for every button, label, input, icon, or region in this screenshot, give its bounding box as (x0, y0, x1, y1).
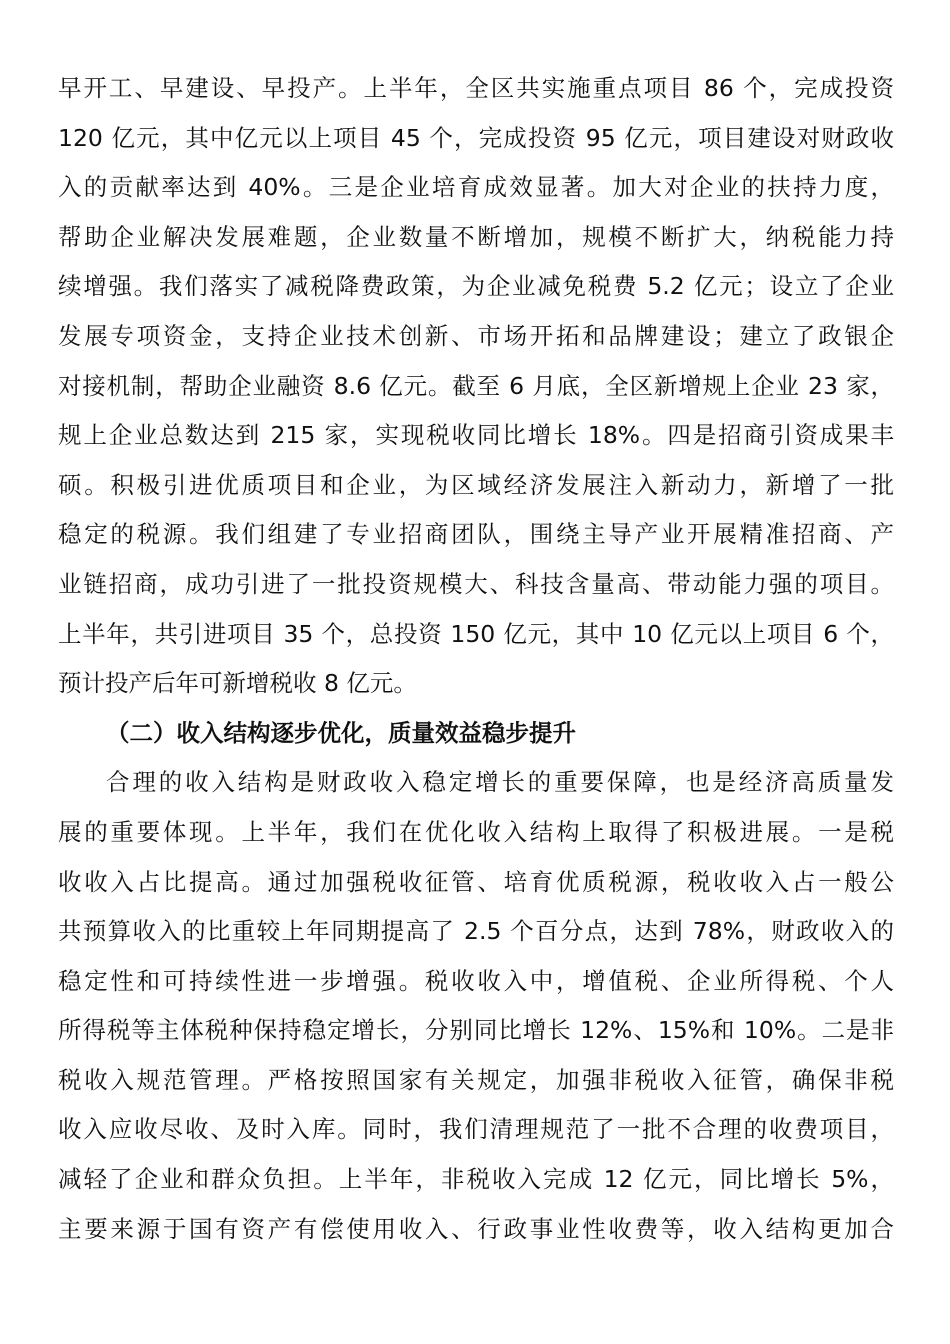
text-line: 早开工、早建设、早投产。上半年，全区共实施重点项目 86 个，完成投资 (58, 74, 894, 102)
section-heading: （二）收入结构逐步优化，质量效益稳步提升 (106, 718, 576, 747)
text-line: 收收入占比提高。通过加强税收征管、培育优质税源，税收收入占一般公 (58, 867, 894, 896)
paragraph-1 (58, 64, 894, 709)
text-line: 合理的收入结构是财政收入稳定增长的重要保障，也是经济高质量发 (106, 768, 894, 797)
text-line: 帮助企业解决发展难题，企业数量不断增加，规模不断扩大，纳税能力持 (58, 222, 894, 251)
text-line: 硕。积极引进优质项目和企业，为区域经济发展注入新动力，新增了一批 (58, 470, 894, 499)
text-line: 上半年，共引进项目 35 个，总投资 150 亿元，其中 10 亿元以上项目 6 个， (58, 619, 894, 648)
text-line: 入的贡献率达到 40%。三是企业培育成效显著。加大对企业的扶持力度， (58, 173, 894, 202)
text-line: 120 亿元，其中亿元以上项目 45 个，完成投资 95 亿元，项目建设对财政收 (58, 123, 894, 152)
paragraph-2 (58, 758, 894, 1254)
document-page (58, 64, 894, 1254)
text-line: 业链招商，成功引进了一批投资规模大、科技含量高、带动能力强的项目。 (58, 569, 894, 598)
text-line: 展的重要体现。上半年，我们在优化收入结构上取得了积极进展。一是税 (58, 817, 894, 846)
text-line: 预计投产后年可新增税收 8 亿元。 (58, 669, 417, 698)
text-line: 发展专项资金，支持企业技术创新、市场开拓和品牌建设；建立了政银企 (58, 321, 894, 350)
text-line: 规上企业总数达到 215 家，实现税收同比增长 18%。四是招商引资成果丰 (58, 421, 894, 450)
text-line: 稳定性和可持续性进一步增强。税收收入中，增值税、企业所得税、个人 (58, 966, 894, 995)
text-line: 共预算收入的比重较上年同期提高了 2.5 个百分点，达到 78%，财政收入的 (58, 917, 894, 946)
text-line: 稳定的税源。我们组建了专业招商团队，围绕主导产业开展精准招商、产 (58, 520, 894, 549)
text-line: 对接机制，帮助企业融资 8.6 亿元。截至 6 月底，全区新增规上企业 23 家， (58, 371, 894, 400)
text-line: 所得税等主体税种保持稳定增长，分别同比增长 12%、15%和 10%。二是非 (58, 1016, 894, 1045)
text-line: 减轻了企业和群众负担。上半年，非税收入完成 12 亿元，同比增长 5%， (58, 1165, 894, 1194)
text-line: 主要来源于国有资产有偿使用收入、行政事业性收费等，收入结构更加合 (58, 1214, 894, 1243)
text-line: 续增强。我们落实了减税降费政策，为企业减免税费 5.2 亿元；设立了企业 (58, 272, 894, 301)
text-line: 税收入规范管理。严格按照国家有关规定，加强非税收入征管，确保非税 (58, 1065, 894, 1094)
text-line: 收入应收尽收、及时入库。同时，我们清理规范了一批不合理的收费项目， (58, 1115, 894, 1144)
